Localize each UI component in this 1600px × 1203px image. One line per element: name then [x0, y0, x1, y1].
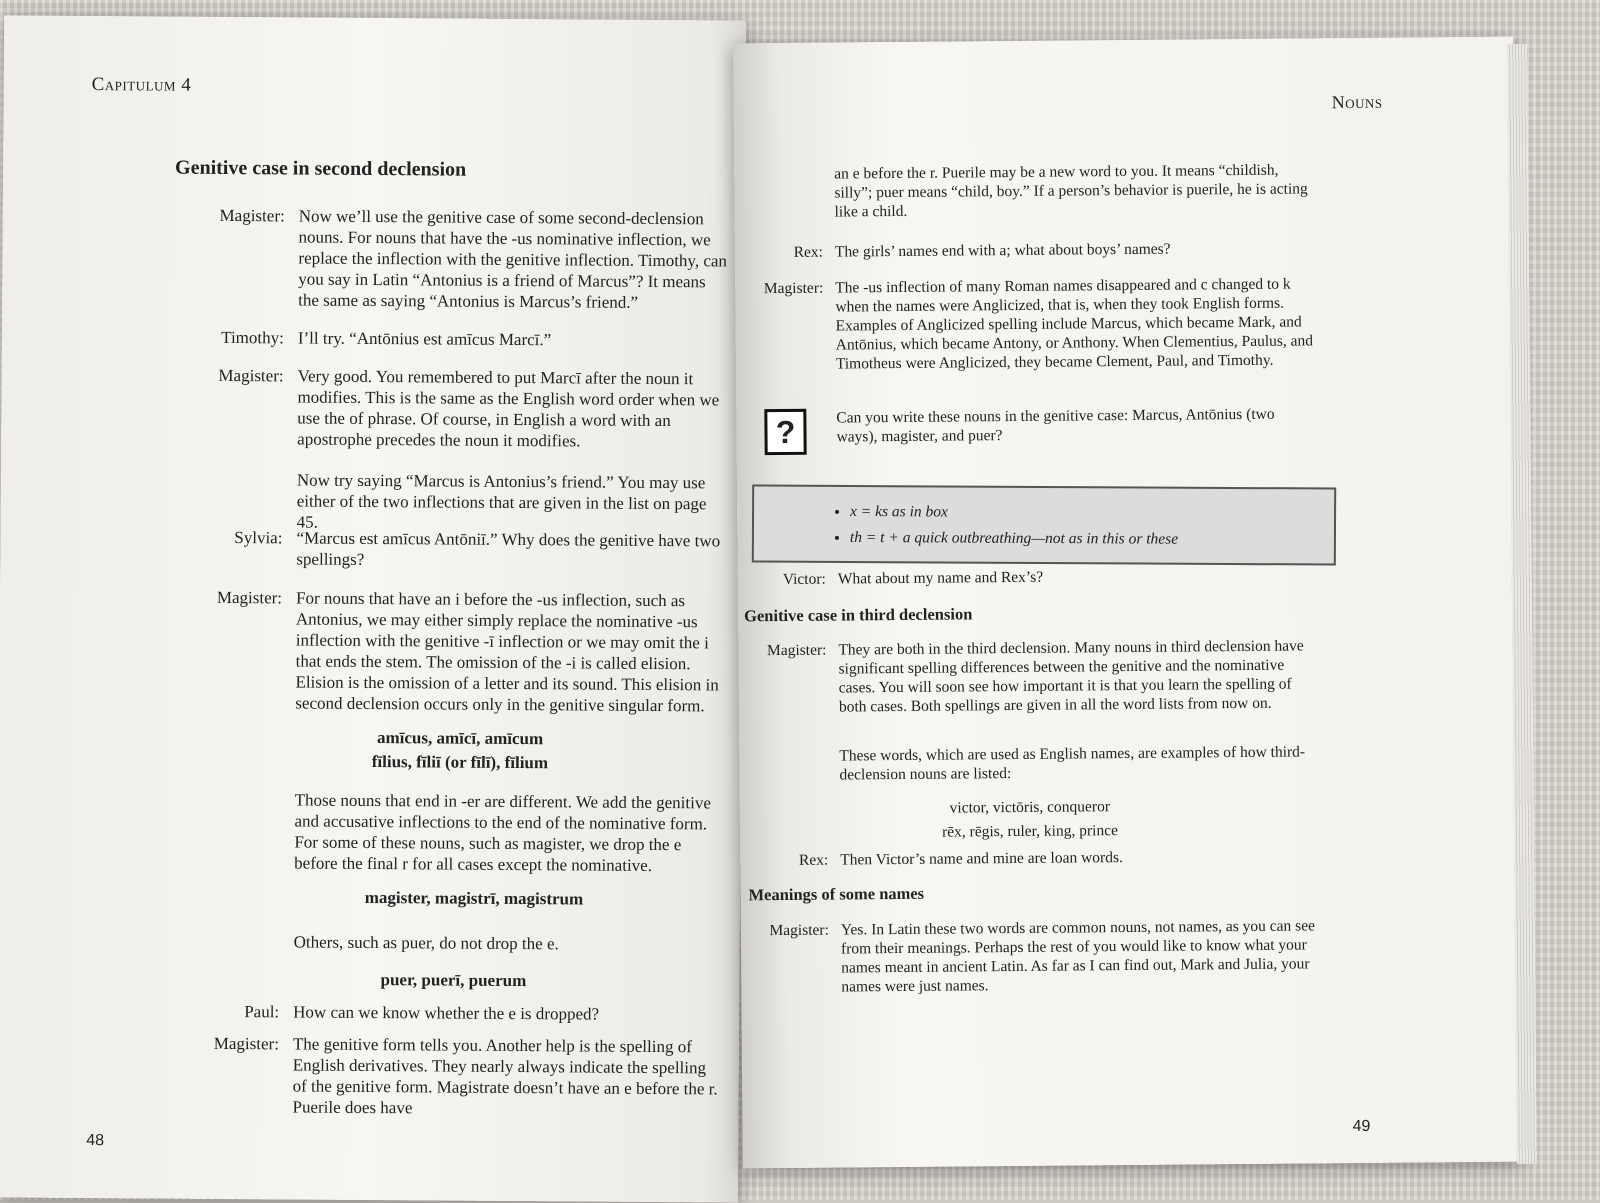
- speaker-label: Magister:: [766, 641, 827, 660]
- speaker-label: Magister:: [218, 365, 284, 386]
- dialogue-sylvia: [196, 527, 726, 573]
- dialogue-magister-7: [745, 916, 1326, 997]
- dialogue-text: Very good. You remembered to put Marcī after the noun it modifies. This is the same as the English word order when we use the of phrase. Of course, in English a word with an apostrophe precedes the noun it modifies.: [297, 366, 720, 451]
- speaker-label: Sylvia:: [234, 528, 283, 548]
- speaker-label: Magister:: [769, 921, 829, 940]
- running-head-left: Capitulum 4: [91, 74, 192, 96]
- dialogue-magister-2b: [197, 469, 727, 536]
- page-number-left: 48: [86, 1132, 105, 1150]
- dialogue-text: Now we’ll use the genitive case of some second-declension nouns. For nouns that have the -us nominative inflection, we replace the inflection with the genitive inflection. Timothy, can you say in Latin “Antonius is a friend of Marcus”? It means the same as saying “Antonius is Marcus’s friend.”: [298, 206, 728, 312]
- forms-rex: rēx, rēgis, ruler, king, prince: [942, 822, 1118, 841]
- dialogue-text: For nouns that have an i before the -us inflection, such as Antonius, we may either simply replace the nominative -us inflection with the genitive -ī inflection or we may omit the i that ends the stem. The omission of the -i is called elision. Elision is the omission of a letter and its sound. This elision in second declension occurs only in the genitive singular form.: [295, 588, 719, 716]
- dialogue-text: Then Victor’s name and mine are loan words.: [840, 849, 1123, 869]
- speaker-label: Rex:: [793, 243, 824, 261]
- forms-victor: victor, victōris, conqueror: [949, 798, 1111, 817]
- forms-puer: puer, puerī, puerum: [380, 970, 527, 991]
- question-mark-icon: ?: [764, 409, 806, 455]
- left-page: [0, 15, 746, 1202]
- heading-meanings-of-names: Meanings of some names: [748, 883, 925, 905]
- pronunciation-list: [754, 498, 1334, 553]
- dialogue-text: Now try saying “Marcus is Antonius’s friend.” You may use either of the two inflections that are given in the list on page 45.: [296, 470, 707, 532]
- dialogue-victor: [742, 565, 1322, 589]
- running-head-right: Nouns: [1331, 91, 1383, 113]
- speaker-label: [197, 469, 283, 533]
- continuation-text: an e before the r. Puerile may be a new word to you. It means “childish, silly”; puer means “child, boy.” If a person’s behavior is puerile, he is acting like a child.: [834, 161, 1308, 221]
- dialogue-text: “Marcus est amīcus Antōniī.” Why does the genitive have two spellings?: [296, 528, 721, 569]
- forms-filius: fīlius, fīliī (or fīlī), fīlium: [371, 752, 549, 773]
- dialogue-text: They are both in the third declension. Many nouns in third declension have significant spelling differences between the genitive and the nominative cases. You will soon see how important it is that you learn the spelling of both cases. Both spellings are given in all the word lists from now on.: [838, 637, 1304, 716]
- speaker-label: Victor:: [782, 570, 826, 589]
- pronunciation-th: • th = t + a quick outbreathing—not as in this or these: [850, 525, 1334, 554]
- forms-amicus: amīcus, amīcī, amīcum: [376, 728, 544, 749]
- forms-magister: magister, magistrī, magistrum: [364, 887, 584, 909]
- speaker-label: Magister:: [213, 1033, 280, 1054]
- dialogue-text: The girls’ names end with a; what about boys’ names?: [834, 240, 1171, 261]
- page-number-right: 49: [1352, 1117, 1371, 1136]
- dialogue-text: How can we know whether the e is dropped?: [293, 1002, 600, 1024]
- heading-third-declension: Genitive case in third declension: [744, 604, 973, 626]
- dialogue-paul: [193, 1001, 723, 1026]
- pronunciation-box: [752, 484, 1336, 565]
- speaker-label: Rex:: [798, 851, 829, 869]
- dialogue-magister-6: [742, 636, 1323, 717]
- dialogue-rex: [739, 238, 1319, 262]
- dialogue-magister-4: [192, 1033, 723, 1121]
- speaker-label: Magister:: [219, 205, 285, 226]
- speaker-label: Magister:: [216, 587, 283, 608]
- para-puer: Others, such as puer, do not drop the e.: [293, 932, 559, 954]
- pronunciation-x: • x = ks as in box: [850, 499, 1334, 528]
- dialogue-text: The genitive form tells you. Another help is the spelling of English derivatives. They nearly always indicate the spelling of the genitive form. Magistrate doesn’t have an e before the r. Puerile does have: [292, 1034, 718, 1118]
- dialogue-rex-2: [744, 846, 1324, 870]
- dialogue-text: The -us inflection of many Roman names disappeared and c changed to k when the names were Anglicized, that is, when they took English forms. Examples of Anglicized spelling include Marcus, which became Mark, and Antōnius, which became Antony, or Anthony. When Clementius, Paulus, and Timotheus were Anglicized, they became Clement, Paul, and Timothy.: [835, 275, 1314, 373]
- dialogue-text: What about my name and Rex’s?: [837, 568, 1044, 588]
- section-heading: Genitive case in second declension: [174, 156, 467, 181]
- question-prompt: Can you write these nouns in the genitive case: Marcus, Antōnius (two ways), magister, and puer?: [836, 405, 1275, 446]
- right-page: [733, 37, 1523, 1169]
- speaker-label: Timothy:: [221, 327, 284, 348]
- para-er-nouns: Those nouns that end in -er are different. We add the genitive and accusative inflections to the end of the nominative form. For some of these nouns, such as magister, we drop the e before the final r for all cases except the nominative.: [294, 790, 711, 875]
- speaker-label: Magister:: [763, 279, 824, 298]
- dialogue-magister-1: [198, 205, 729, 314]
- dialogue-timothy: [198, 327, 728, 352]
- speaker-label: Paul:: [244, 1002, 280, 1022]
- dialogue-text: I’ll try. “Antōnius est amīcus Marcī.”: [297, 328, 552, 350]
- third-declension-intro: These words, which are used as English names, are examples of how third-declension nouns are listed:: [839, 743, 1306, 784]
- dialogue-magister-5: [739, 274, 1320, 374]
- dialogue-magister-2: [197, 365, 728, 453]
- dialogue-magister-3: [195, 587, 726, 717]
- dialogue-text: Yes. In Latin these two words are common nouns, not names, as you can see from their meanings. Perhaps the rest of you would like to know what your names meant in ancient Latin. As far as I can find out, Mark and Julia, your names were just names.: [840, 917, 1316, 996]
